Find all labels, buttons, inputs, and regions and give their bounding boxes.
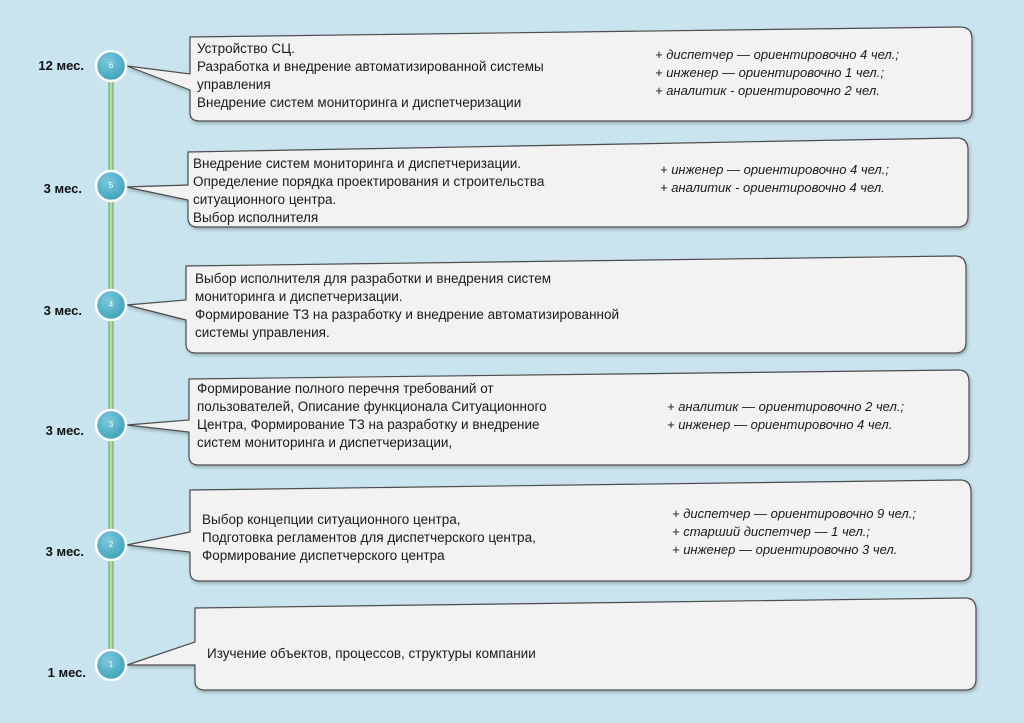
stage-number-1: 1	[108, 660, 114, 669]
stage-tasks-2: Выбор концепции ситуационного центра, Подготовка регламентов для диспетчерского центра, Формирование диспетчерского центра	[202, 512, 536, 563]
callout-box-stage-1	[127, 598, 976, 690]
stage-tasks-5: Внедрение систем мониторинга и диспетчеризации. Определение порядка проектирования и строительства ситуационного центра. Выбор исполнителя	[193, 156, 545, 225]
stage-staff-5: + инженер — ориентировочно 4 чел.; + аналитик - ориентировочно 4 чел.	[660, 162, 889, 195]
stage-duration-4: 3 мес.	[43, 303, 82, 318]
stage-tasks-4: Выбор исполнителя для разработки и внедрения систем мониторинга и диспетчеризации. Формирование ТЗ на разработку и внедрение автоматизированной системы управления.	[195, 271, 620, 340]
stage-staff-6: + диспетчер — ориентировочно 4 чел.; + инженер — ориентировочно 1 чел.; + аналитик - ориентировочно 2 чел.	[655, 47, 899, 98]
stage-number-4: 4	[108, 300, 114, 309]
stage-duration-3: 3 мес.	[45, 423, 84, 438]
stage-tasks-3: Формирование полного перечня требований от пользователей, Описание функционала Ситуационного Центра, Формирование ТЗ на разработку и внедрение систем мониторинга и диспетчеризации,	[197, 381, 547, 450]
stage-staff-2: + диспетчер — ориентировочно 9 чел.; + старший диспетчер — 1 чел.; + инженер — ориентировочно 3 чел.	[672, 506, 916, 557]
stage-staff-3: + аналитик — ориентировочно 2 чел.; + инженер — ориентировочно 4 чел.	[667, 399, 905, 432]
stage-tasks-1: Изучение объектов, процессов, структуры компании	[207, 646, 536, 661]
stage-number-6: 6	[108, 61, 114, 70]
stage-number-2: 2	[108, 540, 114, 549]
stage-number-3: 3	[108, 420, 114, 429]
stage-duration-5: 3 мес.	[43, 181, 82, 196]
stage-duration-1: 1 мес.	[47, 665, 86, 680]
stage-duration-6: 12 мес.	[38, 58, 84, 73]
stage-number-5: 5	[108, 181, 114, 190]
stage-duration-2: 3 мес.	[45, 544, 84, 559]
stage-tasks-6: Устройство СЦ. Разработка и внедрение автоматизированной системы управления Внедрение систем мониторинга и диспетчеризации	[197, 41, 544, 110]
